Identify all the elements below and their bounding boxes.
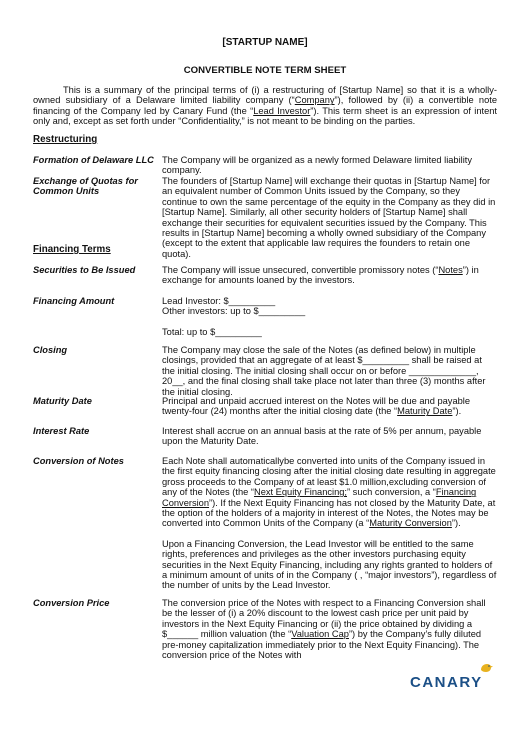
closing-text: The Company may close the sale of the Notes (as defined below) in multiple closings, provided that an aggregate of at least $_________ shall be raised at the initial closing. The initial closing shall occur on or before _____________, 20__, and the final closing shall take place not later than three (3) months after the initial closing.	[162, 345, 486, 397]
lead-investor-amount: Lead Investor: $_________	[162, 296, 276, 306]
closing-label: Closing	[33, 345, 68, 355]
financing-amount-label: Financing Amount	[33, 296, 115, 306]
company-term: Company	[294, 95, 335, 106]
next-equity-financing-term: Next Equity Financing;	[253, 487, 347, 498]
intro-paragraph: This is a summary of the principal terms of (i) a restructuring of [Startup Name] so that it is a wholly-owned subsidiary of a Delaware limited liability company (“Company”), followed by (ii) a convertible note financing of the Company led by Canary Fund (the “Lead Investor”). This term sheet is an expression of intent only and, except as set forth under “Confidentiality,” is not meant to be binding on the parties.	[33, 85, 498, 127]
interest-text: Interest shall accrue on an annual basis at the rate of 5% per annum, payable upon the Maturity Date.	[162, 426, 482, 447]
financing-heading: Financing Terms	[33, 244, 111, 255]
canary-logo	[410, 660, 500, 700]
conversion-label: Conversion of Notes	[33, 456, 124, 466]
securities-label: Securities to Be Issued	[33, 265, 136, 275]
document-title: CONVERTIBLE NOTE TERM SHEET	[183, 65, 347, 76]
lead-investor-term: Lead Investor	[253, 105, 311, 116]
conversion-block	[162, 456, 497, 591]
notes-term: Notes	[438, 265, 463, 275]
canary-logo-text: CANARY	[410, 674, 483, 691]
maturity-conversion-term: Maturity Conversion	[369, 518, 452, 529]
restructuring-heading: Restructuring	[33, 134, 98, 145]
conversion-paragraph-2: Upon a Financing Conversion, the Lead Investor will be entitled to the same rights, preferences and privileges as the other investors purchasing equity securities in the Next Equity Financing, including any rights granted to holders of a minimum amount of units of in the Company ( , “major investors”), regardless of the number of units by the Lead Investor.	[162, 538, 497, 591]
formation-text: The Company will be organized as a newly formed Delaware limited liability company.	[162, 155, 473, 176]
maturity-label: Maturity Date	[33, 396, 92, 406]
interest-label: Interest Rate	[33, 426, 90, 436]
formation-label: Formation of Delaware LLC	[33, 155, 154, 165]
startup-name-heading: [STARTUP NAME]	[222, 37, 308, 48]
total-amount: Total: up to $_________	[162, 326, 262, 337]
valuation-cap-term: Valuation Cap	[291, 629, 349, 640]
maturity-text: Principal and unpaid accrued interest on the Notes will be due and payable twenty-four (24) months after the initial closing date (the “Maturity Date”).	[162, 396, 471, 417]
conversion-paragraph-1: Each Note shall automaticallybe converted into units of the Company issued in the first equity financing closing after the initial closing date resulting in aggregate gross proceeds to the Company of at least $1.0 million,excluding conversion of any of the Notes (the “Next Equity Financing;” such conversion, a “Financing Conversion”). If the Next Equity Financing has not closed by the Maturity Date, at the option of the holders of a majority in interest of the Notes, the Notes may be converted into Common Units of the Company (a “Maturity Conversion”).	[162, 456, 496, 529]
conversion-price-text: The conversion price of the Notes with respect to a Financing Conversion shall be the lesser of (i) a 20% discount to the lowest cash price per unit paid by investors in the Next Equity Financing or (ii) the price obtained by dividing a $______ million valuation (the “Valuation Cap”) by the Company’s fully diluted pre-money capitalization immediately prior to the Next Equity Financing). The conversion price of the Notes with	[162, 598, 486, 661]
financing-conversion-term: Financing Conversion	[162, 487, 477, 508]
other-investors-amount: Other investors: up to $_________	[162, 306, 306, 317]
financing-amount-block	[162, 296, 497, 337]
exchange-text: The founders of [Startup Name] will exchange their quotas in [Startup Name] for an equivalent number of Common Units issued by the Company, so they continue to own the same percentage of the equity in the Company as they did in [Startup Name]. Similarly, all other security holders of [Startup Name] shall exchange their securities for equivalent securities issued by the Company. This results in [Startup Name] becoming a wholly owned subsidiary of the Company (except to the extent that applicable law requires the founders to retain one quota).	[162, 176, 496, 259]
conversion-price-label: Conversion Price	[33, 598, 110, 608]
maturity-date-term: Maturity Date	[397, 406, 453, 417]
exchange-label: Exchange of Quotas for Common Units	[33, 176, 138, 197]
securities-text: The Company will issue unsecured, convertible promissory notes (“Notes”) in exchange for amounts loaned by the investors.	[162, 265, 479, 286]
